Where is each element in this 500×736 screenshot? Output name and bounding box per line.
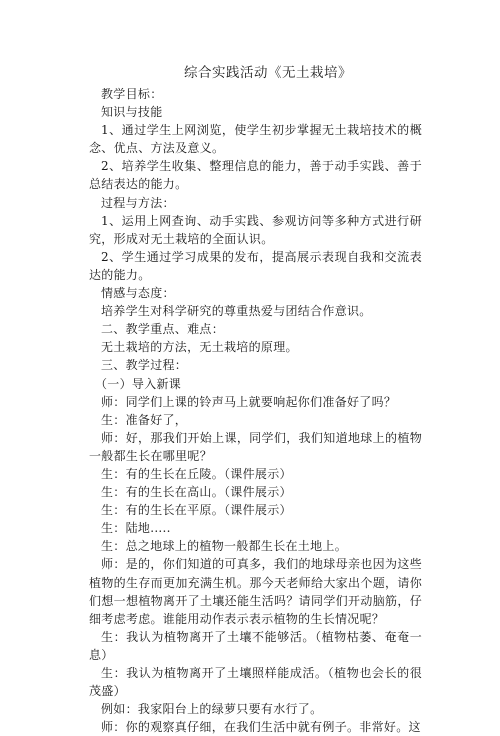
paragraph: 无土栽培的方法，无土栽培的原理。 (101, 340, 298, 355)
paragraph: 教学目标： (101, 87, 163, 101)
paragraph: 1、通过学生上网浏览，使学生初步掌握无土栽培技术的概念、优点、方法及意义。 (89, 123, 422, 156)
paragraph: 师：好，那我们开始上课，同学们，我们知道地球上的植物一般都生长在哪里呢？ (89, 430, 422, 463)
paragraph: 2、培养学生收集、整理信息的能力，善于动手实践、善于总结表达的能力。 (89, 159, 422, 192)
paragraph: 生：准备好了， (101, 412, 188, 427)
paragraph: 培养学生对科学研究的尊重热爱与团结合作意识。 (101, 304, 372, 319)
paragraph: 情感与态度： (101, 286, 175, 301)
paragraph: （一）导入新课 (95, 376, 182, 391)
paragraph: 生：我认为植物离开了土壤不能够活。（植物枯萎、奄奄一息） (89, 629, 422, 662)
paragraph: 生：有的生长在平原。（课件展示） (101, 503, 292, 518)
paragraph: 生：有的生长在丘陵。（课件展示） (101, 466, 292, 481)
paragraph: 师：是的，你们知道的可真多，我们的地球母亲也因为这些植物的生存而更加充满生机。那今天老师给大家出个题，请你们想一想植物离开了土壤还能生活吗？请同学们开动脑筋，仔细考虑考虑。谁能用动作表示表示植物的生长情况呢？ (89, 557, 422, 626)
document-title: 综合实践活动《无土栽培》 (184, 65, 352, 81)
paragraph: 二、教学重点、难点： (101, 322, 225, 337)
paragraph: 过程与方法： (101, 195, 175, 210)
paragraph: 例如：我家阳台上的绿萝只要有水行了。 (101, 702, 323, 717)
paragraph: 生：我认为植物离开了土壤照样能成活。（植物也会长的很茂盛） (89, 666, 422, 699)
paragraph: 知识与技能 (101, 105, 163, 120)
paragraph: 师：同学们上课的铃声马上就要响起你们准备好了吗？ (101, 394, 397, 409)
document-body (89, 85, 422, 736)
paragraph: 生：有的生长在高山。（课件展示） (101, 485, 292, 500)
paragraph: 三、教学过程： (101, 358, 188, 373)
paragraph: 生：总之地球上的植物一般都生长在土地上。 (101, 539, 348, 554)
paragraph: 1、运用上网查询、动手实践、参观访问等多种方式进行研究，形成对无土栽培的全面认识。 (89, 213, 422, 246)
paragraph: 师：你的观察真仔细，在我们生活中就有例子。非常好。这 (101, 720, 421, 735)
paragraph: 生：陆地..... (101, 521, 171, 536)
paragraph: 2、学生通过学习成果的发布，提高展示表现自我和交流表达的能力。 (89, 249, 422, 282)
